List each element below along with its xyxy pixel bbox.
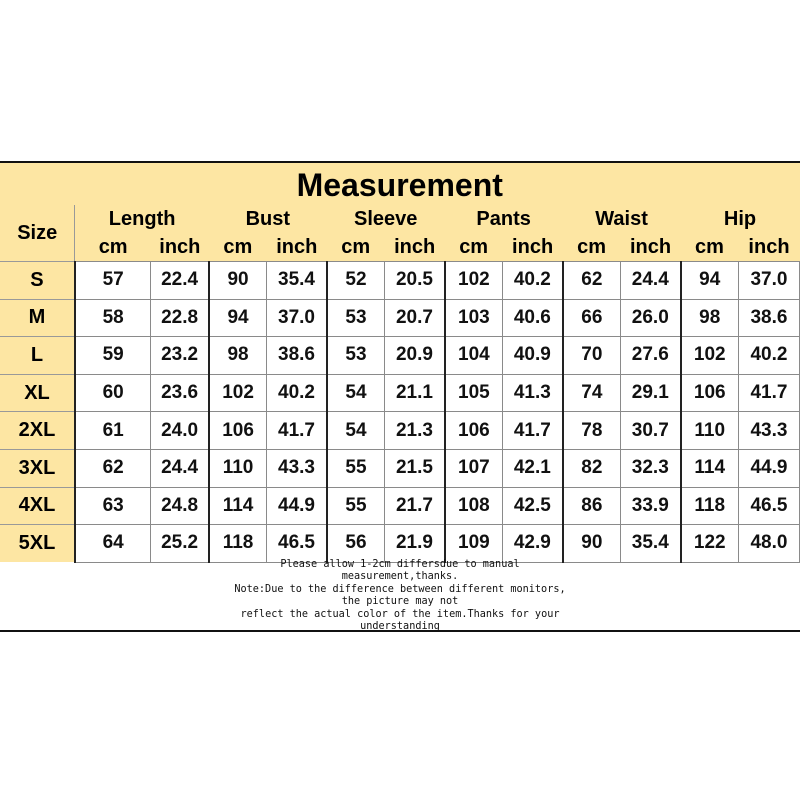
table-cell: 24.4 [151,449,209,487]
table-cell: 44.9 [738,449,799,487]
table-cell: 24.4 [621,262,681,300]
size-label: 3XL [0,449,75,487]
note-line: measurement,thanks. [341,571,459,583]
unit-header-length-cm: cm [75,233,151,262]
table-cell: 86 [563,487,621,525]
group-header-bust: Bust [209,205,327,233]
table-cell: 21.7 [385,487,445,525]
size-label: XL [0,374,75,412]
table-cell: 44.9 [267,487,327,525]
unit-header-sleeve-inch: inch [385,233,445,262]
note-line: the picture may not [341,596,459,608]
table-cell: 103 [445,299,503,337]
table-cell: 41.7 [267,412,327,450]
table-cell: 102 [209,374,267,412]
table-cell: 27.6 [621,337,681,375]
table-cell: 43.3 [738,412,799,450]
table-cell: 94 [681,262,739,300]
table-cell: 106 [445,412,503,450]
unit-header-waist-inch: inch [621,233,681,262]
size-table [0,163,800,563]
table-cell: 46.5 [267,525,327,563]
table-cell: 20.7 [385,299,445,337]
table-cell: 62 [563,262,621,300]
table-cell: 102 [445,262,503,300]
table-cell: 57 [75,262,151,300]
unit-header-pants-cm: cm [445,233,503,262]
table-cell: 56 [327,525,385,563]
table-cell: 58 [75,299,151,337]
note-line: Please allow 1-2cm differsdue to manual [280,559,520,570]
table-cell: 46.5 [738,487,799,525]
note-line: Note:Due to the difference between different monitors, [234,583,566,595]
size-label: 2XL [0,412,75,450]
table-cell: 64 [75,525,151,563]
table-cell: 42.1 [503,449,563,487]
group-header-length: Length [75,205,209,233]
table-cell: 109 [445,525,503,563]
table-cell: 21.3 [385,412,445,450]
table-cell: 25.2 [151,525,209,563]
table-cell: 41.7 [503,412,563,450]
table-cell: 78 [563,412,621,450]
table-cell: 21.5 [385,449,445,487]
table-cell: 104 [445,337,503,375]
table-cell: 20.5 [385,262,445,300]
table-cell: 118 [209,525,267,563]
table-cell: 118 [681,487,739,525]
table-cell: 53 [327,299,385,337]
table-cell: 24.0 [151,412,209,450]
table-cell: 122 [681,525,739,563]
unit-header-hip-cm: cm [681,233,739,262]
size-label: M [0,299,75,337]
table-cell: 42.9 [503,525,563,563]
table-cell: 38.6 [738,299,799,337]
table-cell: 22.8 [151,299,209,337]
table-cell: 114 [681,449,739,487]
table-row [0,299,800,337]
table-cell: 110 [681,412,739,450]
table-cell: 40.9 [503,337,563,375]
size-chart [0,161,800,632]
size-label: L [0,337,75,375]
table-cell: 30.7 [621,412,681,450]
table-cell: 74 [563,374,621,412]
table-cell: 38.6 [267,337,327,375]
table-cell: 40.6 [503,299,563,337]
table-cell: 106 [681,374,739,412]
table-cell: 43.3 [267,449,327,487]
table-cell: 61 [75,412,151,450]
table-cell: 41.3 [503,374,563,412]
unit-header-sleeve-cm: cm [327,233,385,262]
table-cell: 66 [563,299,621,337]
table-cell: 82 [563,449,621,487]
table-cell: 48.0 [738,525,799,563]
unit-header-pants-inch: inch [503,233,563,262]
unit-header-bust-cm: cm [209,233,267,262]
table-cell: 55 [327,449,385,487]
unit-header-waist-cm: cm [563,233,621,262]
table-cell: 63 [75,487,151,525]
table-cell: 37.0 [267,299,327,337]
table-cell: 23.2 [151,337,209,375]
group-header-waist: Waist [563,205,681,233]
group-header-pants: Pants [445,205,563,233]
table-row [0,412,800,450]
table-row [0,374,800,412]
table-cell: 26.0 [621,299,681,337]
table-row [0,487,800,525]
table-cell: 21.9 [385,525,445,563]
table-cell: 40.2 [267,374,327,412]
table-cell: 54 [327,374,385,412]
table-cell: 70 [563,337,621,375]
table-cell: 105 [445,374,503,412]
table-cell: 108 [445,487,503,525]
size-column-header: Size [0,205,75,262]
table-cell: 23.6 [151,374,209,412]
table-cell: 20.9 [385,337,445,375]
table-cell: 110 [209,449,267,487]
unit-header-bust-inch: inch [267,233,327,262]
table-cell: 62 [75,449,151,487]
table-cell: 40.2 [738,337,799,375]
size-label: 5XL [0,525,75,563]
table-cell: 22.4 [151,262,209,300]
group-header-hip: Hip [681,205,800,233]
table-cell: 98 [209,337,267,375]
table-cell: 53 [327,337,385,375]
size-label: S [0,262,75,300]
table-cell: 37.0 [738,262,799,300]
table-cell: 54 [327,412,385,450]
table-row [0,262,800,300]
table-cell: 90 [209,262,267,300]
table-cell: 40.2 [503,262,563,300]
unit-header-hip-inch: inch [738,233,799,262]
chart-title: Measurement [0,163,800,205]
table-cell: 33.9 [621,487,681,525]
table-row [0,337,800,375]
table-cell: 35.4 [621,525,681,563]
table-cell: 24.8 [151,487,209,525]
table-cell: 106 [209,412,267,450]
table-cell: 35.4 [267,262,327,300]
size-label: 4XL [0,487,75,525]
table-cell: 29.1 [621,374,681,412]
table-cell: 94 [209,299,267,337]
table-cell: 60 [75,374,151,412]
table-cell: 55 [327,487,385,525]
note-line: reflect the actual color of the item.Thanks for your [240,608,560,620]
table-cell: 42.5 [503,487,563,525]
table-row [0,449,800,487]
table-cell: 102 [681,337,739,375]
table-cell: 52 [327,262,385,300]
group-header-sleeve: Sleeve [327,205,445,233]
table-cell: 41.7 [738,374,799,412]
table-cell: 90 [563,525,621,563]
table-cell: 32.3 [621,449,681,487]
note-line: understanding [360,621,440,633]
table-cell: 107 [445,449,503,487]
disclaimer-note [0,557,800,632]
table-cell: 59 [75,337,151,375]
unit-header-length-inch: inch [151,233,209,262]
table-cell: 21.1 [385,374,445,412]
table-cell: 98 [681,299,739,337]
table-cell: 114 [209,487,267,525]
